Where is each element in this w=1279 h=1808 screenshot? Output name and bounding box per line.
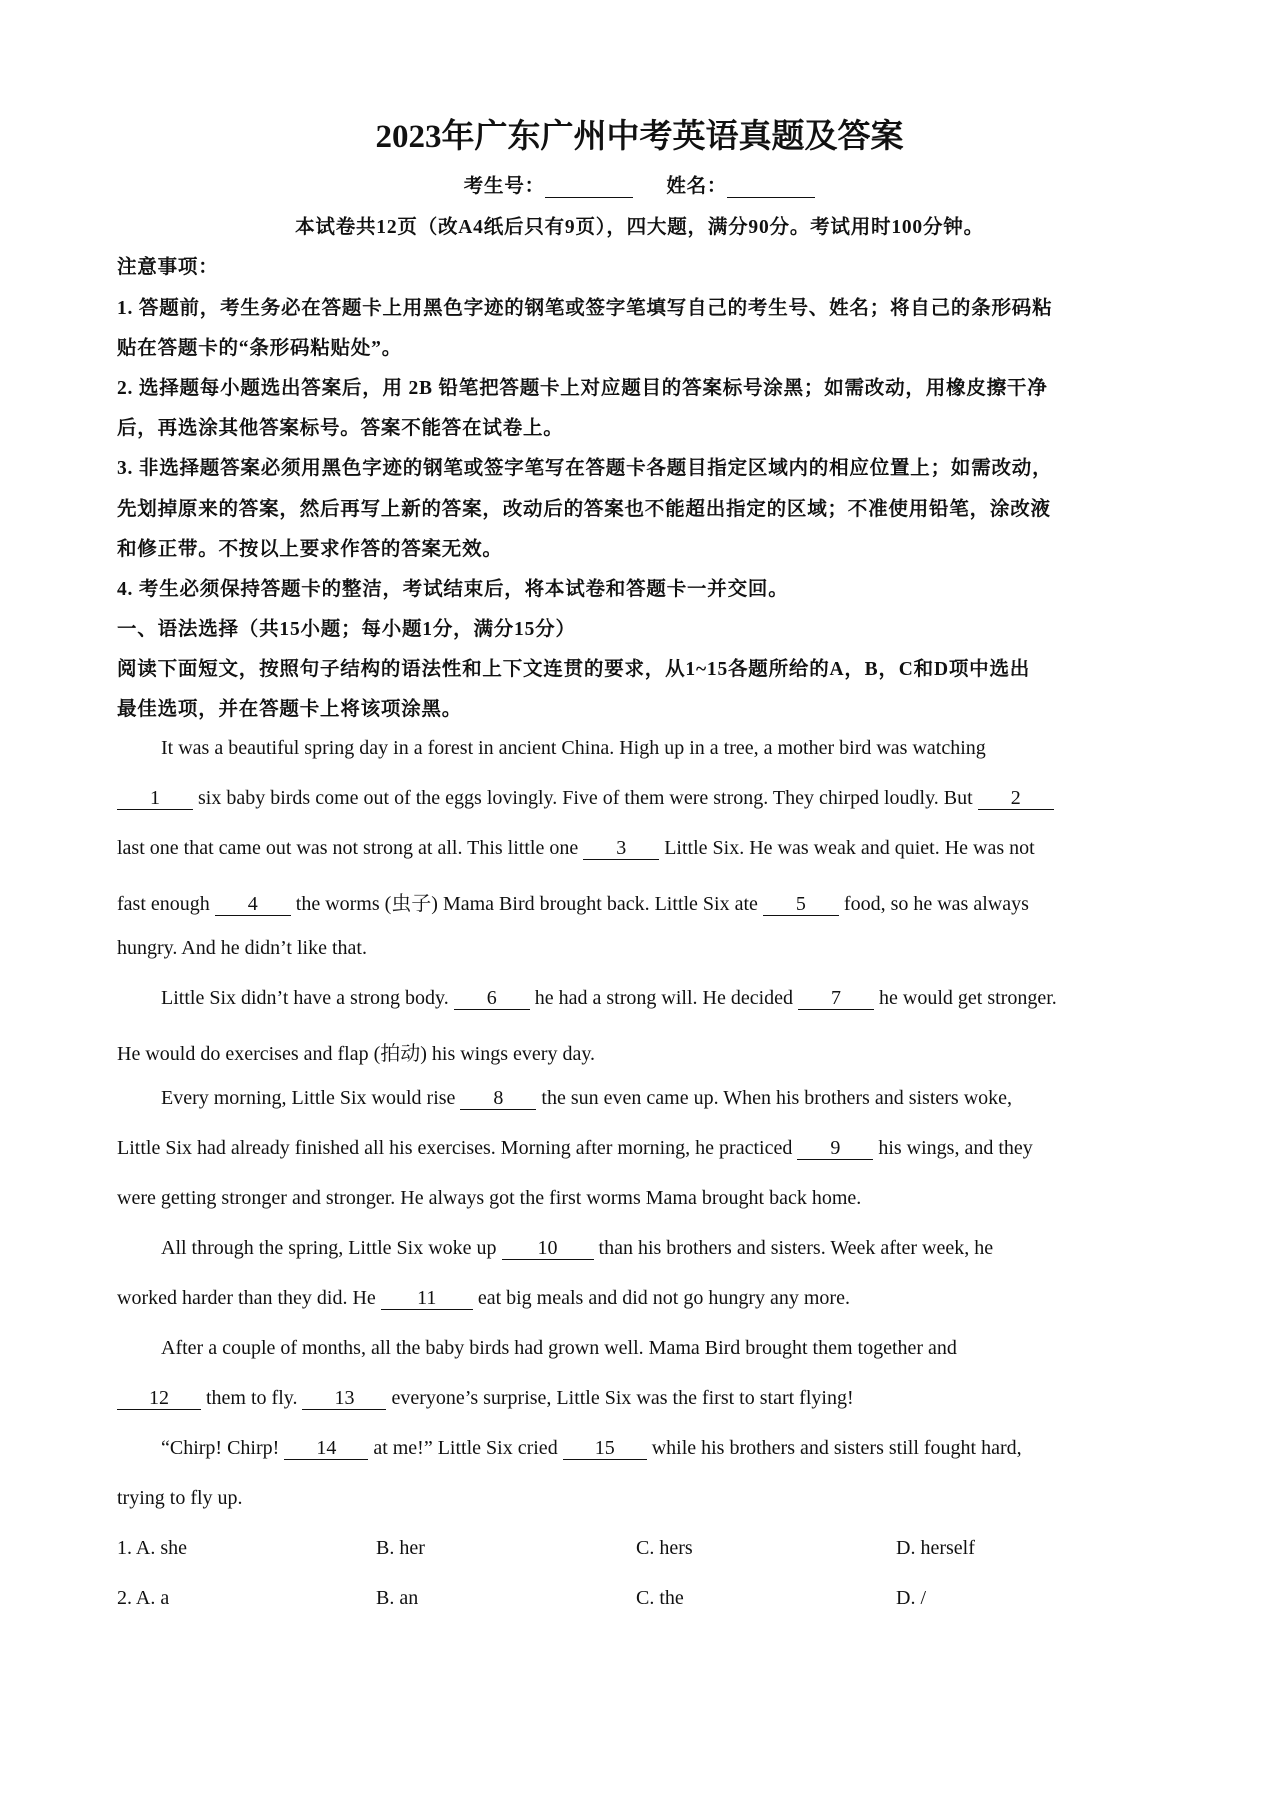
option-d: D. herself: [896, 1537, 975, 1559]
passage-line: [161, 1437, 1177, 1460]
answer-blank: 4: [215, 894, 291, 916]
answer-blank: 7: [798, 988, 874, 1010]
passage-text: last one that came out was not strong at all. This little one: [117, 837, 584, 859]
section-instructions: 阅读下面短文，按照句子结构的语法性和上下文连贯的要求，从1~15各题所给的A，B，C和D项中选出: [117, 659, 1031, 680]
passage-text: “Chirp! Chirp!: [161, 1437, 285, 1459]
notice-line: 1. 答题前，考生务必在答题卡上用黑色字迹的钢笔或签字笔填写自己的考生号、姓名；将自己的条形码粘: [117, 298, 1053, 319]
passage-line: [117, 1287, 1177, 1310]
passage-line: It was a beautiful spring day in a forest in ancient China. High up in a tree, a mother bird was watching: [161, 737, 986, 759]
passage-line: hungry. And he didn’t like that.: [117, 937, 367, 959]
passage-line: were getting stronger and stronger. He always got the first worms Mama brought back home.: [117, 1187, 862, 1209]
passage-text: All through the spring, Little Six woke up: [161, 1237, 502, 1259]
passage-line: [161, 987, 1177, 1010]
passage-line: After a couple of months, all the baby birds had grown well. Mama Bird brought them together and: [161, 1337, 957, 1359]
option-d: D. /: [896, 1587, 926, 1609]
passage-text: his wings, and they: [873, 1137, 1033, 1159]
answer-blank: 10: [502, 1238, 594, 1260]
candidate-number-label: 考生号：: [463, 176, 545, 197]
passage-text: the worms (虫子) Mama Bird brought back. Little Six ate: [290, 893, 763, 915]
option-c: C. hers: [636, 1537, 693, 1559]
option-a: 2. A. a: [117, 1587, 170, 1609]
passage-text: food, so he was always: [838, 893, 1029, 915]
passage-line: [117, 837, 1177, 860]
passage-text: Little Six didn’t have a strong body.: [161, 987, 454, 1009]
passage-text: he would get stronger.: [874, 987, 1057, 1009]
candidate-number-blank: [545, 177, 633, 198]
answer-blank: 9: [797, 1138, 873, 1160]
passage-text: fast enough: [117, 893, 215, 915]
passage-text: while his brothers and sisters still fought hard,: [646, 1437, 1022, 1459]
option-c: C. the: [636, 1587, 684, 1609]
answer-blank: 3: [583, 838, 659, 860]
passage-line: He would do exercises and flap (拍动) his wings every day.: [117, 1043, 596, 1065]
candidate-name-blank: [727, 177, 815, 198]
answer-blank: 12: [117, 1388, 201, 1410]
passage-text: everyone’s surprise, Little Six was the first to start flying!: [386, 1387, 854, 1409]
answer-blank: 11: [381, 1288, 473, 1310]
candidate-info: [0, 170, 1279, 198]
passage-text: them to fly.: [201, 1387, 303, 1409]
passage-line: [161, 1237, 1177, 1260]
notice-line: 先划掉原来的答案，然后再写上新的答案，改动后的答案也不能超出指定的区域；不准使用铅笔，涂改液: [117, 499, 1051, 520]
answer-blank: 14: [284, 1438, 368, 1460]
option-b: B. her: [376, 1537, 425, 1559]
passage-text: eat big meals and did not go hungry any more.: [472, 1287, 850, 1309]
passage-text: at me!” Little Six cried: [368, 1437, 563, 1459]
page-title: 2023年广东广州中考英语真题及答案: [375, 119, 904, 155]
passage-line: [161, 1087, 1177, 1110]
passage-text: worked harder than they did. He: [117, 1287, 381, 1309]
passage-text: than his brothers and sisters. Week after week, he: [593, 1237, 994, 1259]
passage-line: [117, 1387, 1177, 1410]
passage-line: trying to fly up.: [117, 1487, 243, 1509]
answer-blank: 6: [454, 988, 530, 1010]
notice-line: 后，再选涂其他答案标号。答案不能答在试卷上。: [117, 418, 564, 439]
passage-line: [117, 1137, 1177, 1160]
answer-blank: 15: [563, 1438, 647, 1460]
option-a: 1. A. she: [117, 1537, 187, 1559]
candidate-name-label: 姓名：: [666, 176, 728, 197]
answer-blank: 1: [117, 788, 193, 810]
answer-blank: 2: [978, 788, 1054, 810]
notice-line: 3. 非选择题答案必须用黑色字迹的钢笔或签字笔写在答题卡各题目指定区域内的相应位置上；如需改动，: [117, 458, 1053, 479]
notice-line: 贴在答题卡的“条形码粘贴处”。: [117, 338, 402, 359]
notice-line: 4. 考生必须保持答题卡的整洁，考试结束后，将本试卷和答题卡一并交回。: [117, 579, 789, 600]
answer-blank: 8: [460, 1088, 536, 1110]
notice-heading: 注意事项：: [117, 257, 219, 278]
section-heading: 一、语法选择（共15小题；每小题1分，满分15分）: [117, 619, 576, 640]
passage-line: [117, 887, 1177, 916]
passage-text: Every morning, Little Six would rise: [161, 1087, 461, 1109]
section-instructions: 最佳选项，并在答题卡上将该项涂黑。: [117, 699, 463, 720]
passage-text: he had a strong will. He decided: [529, 987, 799, 1009]
notice-line: 和修正带。不按以上要求作答的答案无效。: [117, 539, 503, 560]
answer-blank: 5: [763, 894, 839, 916]
option-b: B. an: [376, 1587, 419, 1609]
passage-text: the sun even came up. When his brothers and sisters woke,: [536, 1087, 1013, 1109]
passage-text: Little Six had already finished all his exercises. Morning after morning, he practiced: [117, 1137, 798, 1159]
passage-text: six baby birds come out of the eggs lovingly. Five of them were strong. They chirped loudly. But: [193, 787, 978, 809]
notice-line: 2. 选择题每小题选出答案后，用 2B 铅笔把答题卡上对应题目的答案标号涂黑；如需改动，用橡皮擦干净: [117, 378, 1048, 399]
passage-text: Little Six. He was weak and quiet. He was not: [659, 837, 1035, 859]
passage-line: [117, 787, 1177, 810]
exam-note: 本试卷共12页（改A4纸后只有9页），四大题，满分90分。考试用时100分钟。: [295, 217, 984, 238]
answer-blank: 13: [302, 1388, 386, 1410]
